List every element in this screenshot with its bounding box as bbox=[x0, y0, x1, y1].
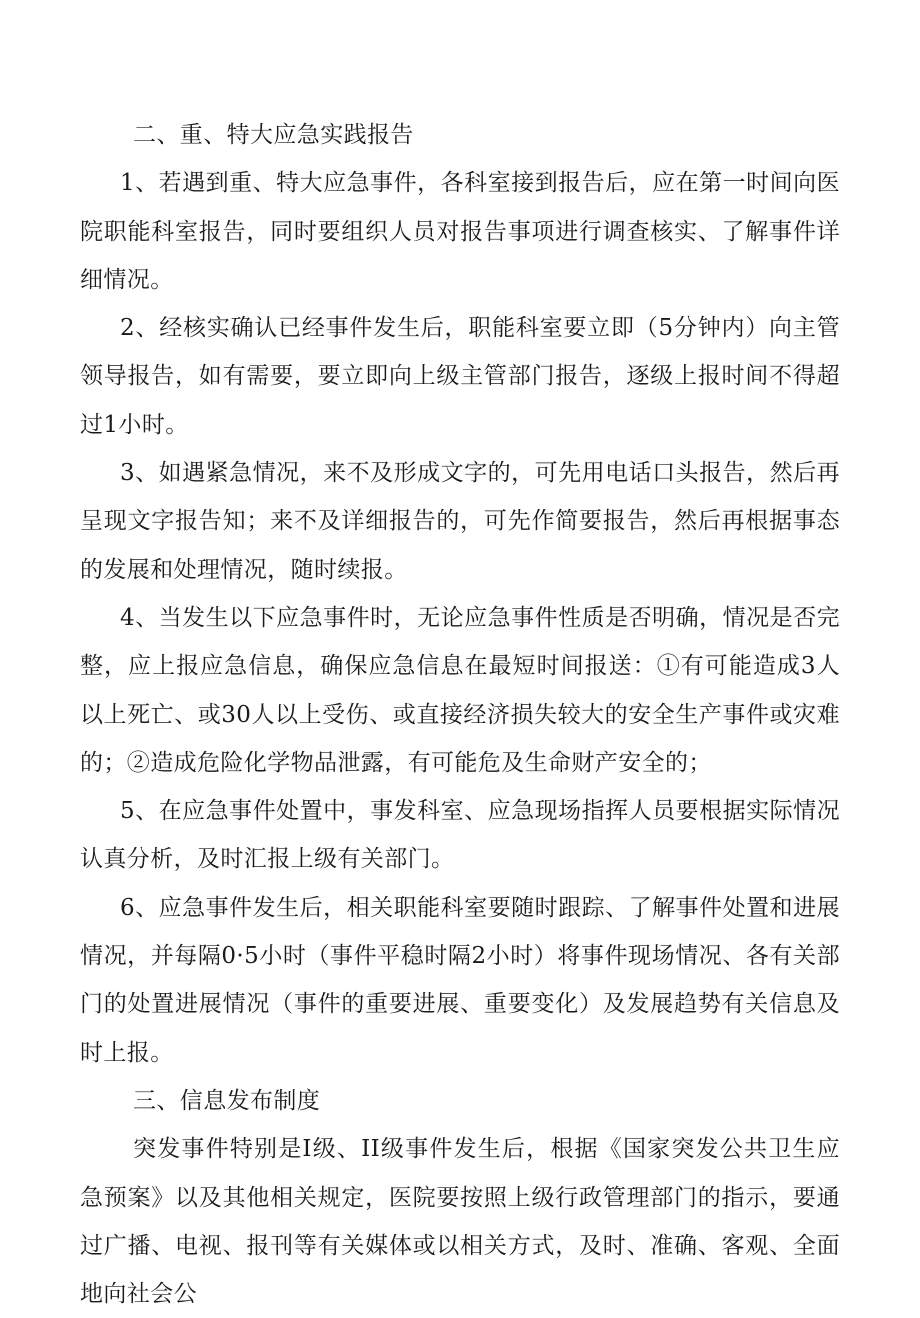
paragraph-item-4: 4、当发生以下应急事件时，无论应急事件性质是否明确，情况是否完整，应上报应急信息，确保应急信息在最短时间报送：①有可能造成3人以上死亡、或30人以上受伤、或直接经济损失较大的安全生产事件或灾难的；②造成危险化学物品泄露，有可能危及生命财产安全的； bbox=[80, 604, 840, 776]
section-two-heading: 二、重、特大应急实践报告 bbox=[133, 122, 414, 148]
section-three-heading: 三、信息发布制度 bbox=[133, 1087, 321, 1114]
paragraph-item-1: 1、若遇到重、特大应急事件，各科室接到报告后，应在第一时间向医院职能科室报告，同时要组织人员对报告事项进行调查核实、了解事件详细情况。 bbox=[80, 170, 840, 293]
document-body bbox=[80, 111, 840, 1318]
paragraph-item-3: 3、如遇紧急情况，来不及形成文字的，可先用电话口头报告，然后再呈现文字报告知；来不及详细报告的，可先作简要报告，然后再根据事态的发展和处理情况，随时续报。 bbox=[80, 460, 840, 583]
paragraph-item-6: 6、应急事件发生后，相关职能科室要随时跟踪、了解事件处置和进展情况，并每隔0·5小时（事件平稳时隔2小时）将事件现场情况、各有关部门的处置进展情况（事件的重要进展、重要变化）及发展趋势有关信息及时上报。 bbox=[80, 894, 840, 1066]
section-three-paragraph: 突发事件特别是I级、II级事件发生后，根据《国家突发公共卫生应急预案》以及其他相关规定，医院要按照上级行政管理部门的指示，要通过广播、电视、报刊等有关媒体或以相关方式，及时、准确、客观、全面地向社会公 bbox=[80, 1136, 840, 1308]
paragraph-item-5: 5、在应急事件处置中，事发科室、应急现场指挥人员要根据实际情况认真分析，及时汇报上级有关部门。 bbox=[80, 798, 840, 873]
paragraph-item-2: 2、经核实确认已经事件发生后，职能科室要立即（5分钟内）向主管领导报告，如有需要，要立即向上级主管部门报告，逐级上报时间不得超过1小时。 bbox=[80, 315, 840, 438]
